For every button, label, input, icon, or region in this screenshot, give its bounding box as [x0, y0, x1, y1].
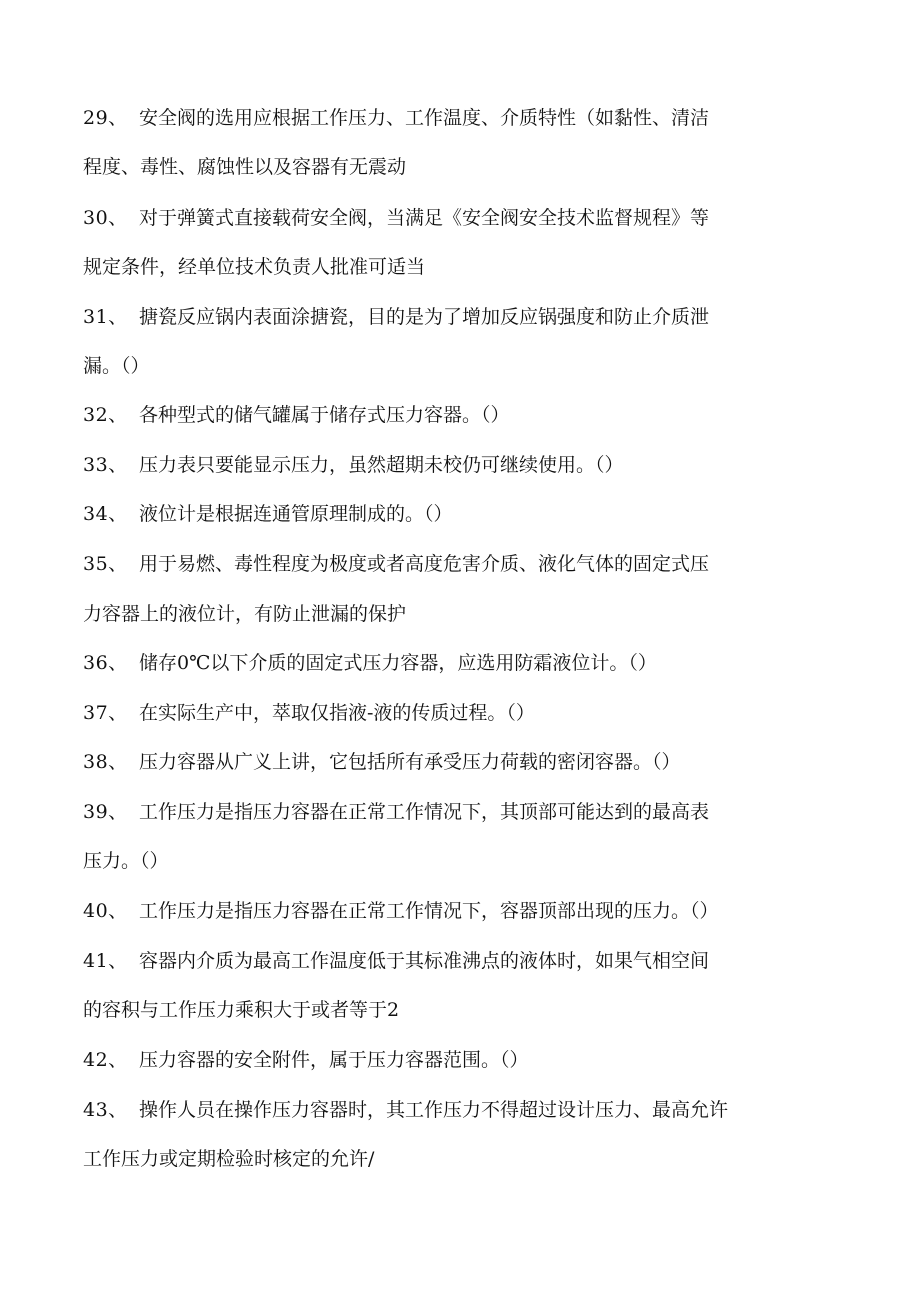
question-32	[83, 398, 823, 432]
question-text: 液位计是根据连通管原理制成的。（）	[139, 503, 453, 525]
question-text-continued: 工作压力或定期检验时核定的允许/	[83, 1148, 375, 1170]
question-42	[83, 1043, 823, 1077]
question-number: 30、	[83, 207, 128, 229]
question-37	[83, 696, 823, 730]
question-36	[83, 646, 823, 680]
question-number: 40、	[83, 900, 128, 922]
question-text: 搪瓷反应锅内表面涂搪瓷，目的是为了增加反应锅强度和防止介质泄	[139, 306, 710, 328]
question-text-continued: 的容积与工作压力乘积大于或者等于2	[83, 999, 400, 1021]
question-number: 36、	[83, 652, 128, 674]
question-number: 31、	[83, 306, 128, 328]
question-text: 容器内介质为最高工作温度低于其标准沸点的液体时，如果气相空间	[139, 950, 710, 972]
question-31	[83, 300, 823, 334]
question-40	[83, 894, 823, 928]
question-text: 在实际生产中，萃取仅指液-液的传质过程。（）	[139, 702, 535, 724]
question-34	[83, 497, 823, 531]
question-text: 用于易燃、毒性程度为极度或者高度危害介质、液化气体的固定式压	[139, 553, 710, 575]
question-number: 35、	[83, 553, 128, 575]
question-text-continued: 力容器上的液位计，有防止泄漏的保护	[83, 603, 407, 625]
question-35-continued	[83, 597, 823, 631]
question-text: 工作压力是指压力容器在正常工作情况下，其顶部可能达到的最高表	[139, 801, 710, 823]
question-30-continued	[83, 250, 823, 284]
question-text: 压力容器的安全附件，属于压力容器范围。（）	[139, 1049, 529, 1071]
question-text: 各种型式的储气罐属于储存式压力容器。（）	[139, 404, 510, 426]
question-39-continued	[83, 844, 823, 878]
question-number: 41、	[83, 950, 128, 972]
question-39	[83, 795, 823, 829]
question-43-continued	[83, 1142, 823, 1176]
question-number: 33、	[83, 454, 128, 476]
question-text: 压力容器从广义上讲，它包括所有承受压力荷载的密闭容器。（）	[139, 751, 681, 773]
question-number: 37、	[83, 702, 128, 724]
question-number: 42、	[83, 1049, 128, 1071]
question-29	[83, 101, 823, 135]
question-33	[83, 448, 823, 482]
question-text: 对于弹簧式直接载荷安全阀，当满足《安全阀安全技术监督规程》等	[139, 207, 710, 229]
question-29-continued	[83, 150, 823, 184]
question-41-continued	[83, 993, 823, 1027]
question-41	[83, 944, 823, 978]
question-text-continued: 漏。（）	[83, 355, 150, 377]
question-text: 储存0℃以下介质的固定式压力容器，应选用防霜液位计。（）	[139, 652, 657, 674]
question-text: 安全阀的选用应根据工作压力、工作温度、介质特性（如黏性、清洁	[139, 107, 710, 129]
question-35	[83, 547, 823, 581]
question-number: 34、	[83, 503, 128, 525]
question-number: 39、	[83, 801, 128, 823]
question-number: 32、	[83, 404, 128, 426]
question-number: 29、	[83, 107, 128, 129]
question-text-continued: 压力。（）	[83, 850, 169, 872]
question-text: 压力表只要能显示压力，虽然超期未校仍可继续使用。（）	[139, 454, 624, 476]
question-number: 43、	[83, 1099, 128, 1121]
question-43	[83, 1093, 823, 1127]
question-text: 工作压力是指压力容器在正常工作情况下，容器顶部出现的压力。（）	[139, 900, 719, 922]
question-text-continued: 规定条件，经单位技术负责人批准可适当	[83, 256, 426, 278]
question-number: 38、	[83, 751, 128, 773]
question-38	[83, 745, 823, 779]
question-31-continued	[83, 349, 823, 383]
question-text-continued: 程度、毒性、腐蚀性以及容器有无震动	[83, 156, 407, 178]
question-30	[83, 201, 823, 235]
question-text: 操作人员在操作压力容器时，其工作压力不得超过设计压力、最高允许	[139, 1099, 729, 1121]
